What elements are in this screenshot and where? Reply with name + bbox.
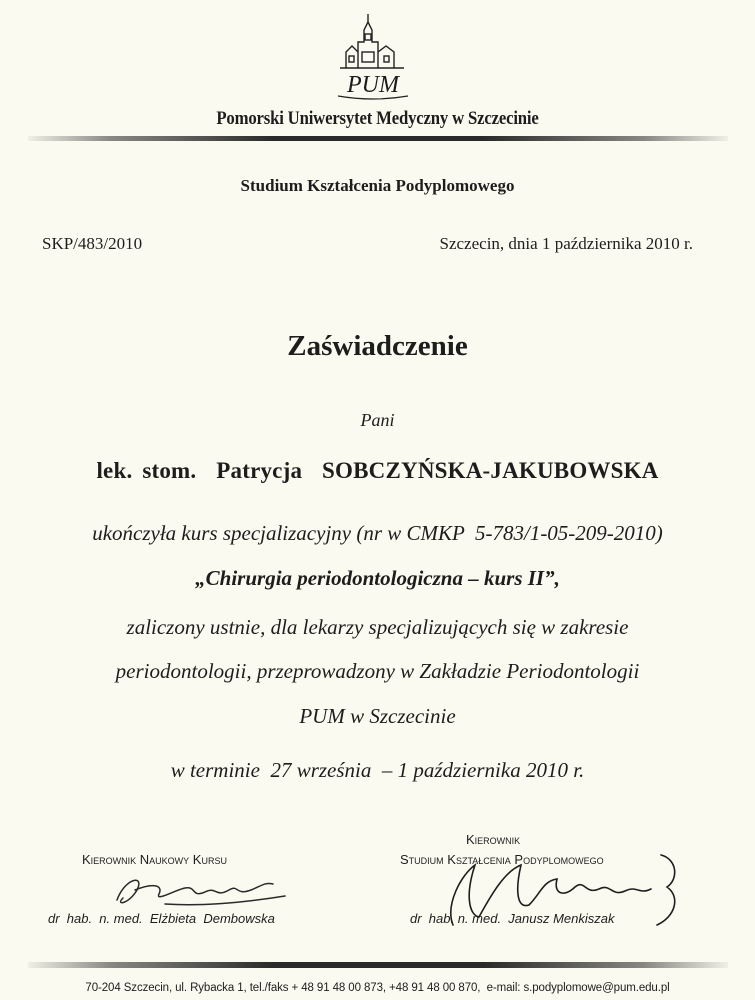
document-title: Zaświadczenie (287, 330, 468, 362)
footer-divider (28, 962, 728, 968)
right-signatory-role-line-2: Studium Kształcenia Podyplomowego (400, 852, 604, 867)
place-and-date: Szczecin, dnia 1 października 2010 r. (439, 234, 693, 253)
university-name: Pomorski Uniwersytet Medyczny w Szczecinie (216, 108, 539, 129)
body-line: PUM w Szczecinie (299, 704, 456, 728)
right-signatory-role-line-1: Kierownik (466, 832, 521, 847)
recipient-name: lek. stom. Patrycja SOBCZYŃSKA-JAKUBOWSKA (96, 458, 659, 483)
salutation: Pani (360, 410, 395, 430)
term-line: w terminie 27 września – 1 października 2010 r. (170, 758, 585, 782)
course-title: „Chirurgia periodontologiczna – kurs II”, (195, 566, 560, 590)
header-divider (28, 136, 728, 141)
body-line: periodontologii, przeprowadzony w Zakładzie Periodontologii (115, 659, 640, 683)
footer-contact: 70-204 Szczecin, ul. Rybacka 1, tel./faks + 48 91 48 00 873, +48 91 48 00 870, e-mail: s.podyplomowe@pum.edu.pl (85, 982, 670, 994)
right-signatory-name: dr hab. n. med. Janusz Menkiszak (410, 911, 615, 926)
left-signatory-name: dr hab. n. med. Elżbieta Dembowska (48, 911, 275, 926)
course-line: ukończyła kurs specjalizacyjny (nr w CMKP 5-783/1-05-209-2010) (92, 521, 663, 545)
reference-number: SKP/483/2010 (42, 234, 143, 253)
university-logo (318, 8, 428, 108)
body-line: zaliczony ustnie, dla lekarzy specjalizujących się w zakresie (126, 615, 629, 639)
left-signatory-role: Kierownik Naukowy Kursu (82, 852, 227, 867)
department-name: Studium Kształcenia Podyplomowego (240, 176, 515, 195)
logo-text: PUM (347, 72, 399, 98)
